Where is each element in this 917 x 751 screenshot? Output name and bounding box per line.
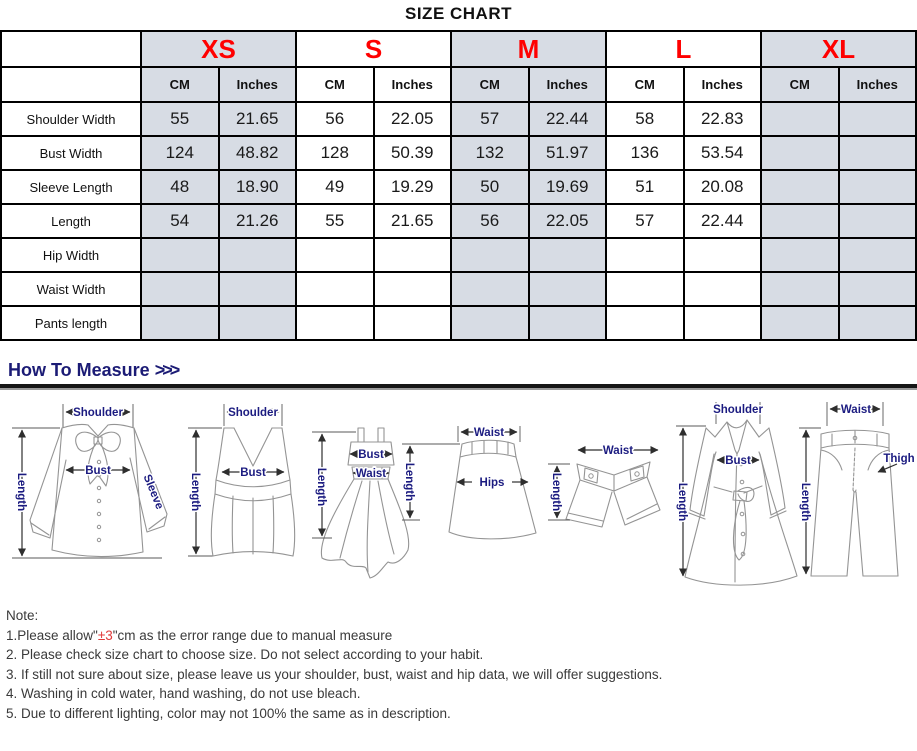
notes-section	[6, 606, 917, 723]
size-chart-table	[0, 30, 917, 341]
unit-header-inches: Inches	[839, 67, 917, 102]
row-label: Sleeve Length	[1, 170, 141, 204]
value-cell	[529, 272, 607, 306]
unit-header-cm: CM	[451, 67, 529, 102]
value-cell	[761, 102, 839, 136]
value-cell: 136	[606, 136, 684, 170]
length-label: Length	[550, 472, 562, 512]
unit-header-inches: Inches	[219, 67, 297, 102]
value-cell: 22.05	[374, 102, 452, 136]
table-row-shoulder-width	[1, 102, 916, 136]
value-cell: 21.26	[219, 204, 297, 238]
value-cell	[761, 238, 839, 272]
tank-top-diagram	[188, 404, 295, 556]
value-cell	[839, 204, 917, 238]
thigh-label: Thigh	[883, 453, 915, 465]
value-cell: 55	[296, 204, 374, 238]
table-row-pants-length	[1, 306, 916, 340]
note-line-5: 5. Due to different lighting, color may not 100% the same as in description.	[6, 705, 451, 721]
value-cell	[684, 272, 762, 306]
coat-diagram	[676, 402, 797, 585]
value-cell	[606, 272, 684, 306]
value-cell: 124	[141, 136, 219, 170]
table-row-length	[1, 204, 916, 238]
value-cell: 51.97	[529, 136, 607, 170]
dress-diagram	[312, 428, 409, 578]
chevrons-icon: >>>	[154, 360, 178, 380]
bust-label: Bust	[85, 465, 111, 477]
value-cell	[529, 238, 607, 272]
value-cell	[451, 272, 529, 306]
section-divider	[0, 384, 917, 388]
value-cell: 57	[451, 102, 529, 136]
table-row-sleeve-length	[1, 170, 916, 204]
note-line-2: 2. Please check size chart to choose size. Do not select according to your habit.	[6, 647, 484, 662]
notes-heading: Note:	[6, 608, 39, 623]
blouse-diagram	[12, 404, 167, 558]
value-cell	[219, 306, 297, 340]
value-cell: 49	[296, 170, 374, 204]
shorts-diagram	[548, 445, 660, 527]
note-line-3: 3. If still not sure about size, please leave us your shoulder, bust, waist and hip data, we will offer suggestions.	[6, 666, 663, 682]
value-cell: 22.44	[684, 204, 762, 238]
value-cell	[839, 272, 917, 306]
value-cell: 18.90	[219, 170, 297, 204]
value-cell	[219, 272, 297, 306]
value-cell	[606, 238, 684, 272]
value-cell: 54	[141, 204, 219, 238]
size-header-l: L	[606, 31, 761, 67]
page-title: SIZE CHART	[405, 4, 512, 23]
shoulder-label: Shoulder	[713, 404, 763, 416]
value-cell	[451, 306, 529, 340]
shoulder-label: Shoulder	[73, 407, 123, 419]
value-cell	[684, 306, 762, 340]
value-cell: 20.08	[684, 170, 762, 204]
unit-header-cm: CM	[141, 67, 219, 102]
size-header-xl: XL	[761, 31, 916, 67]
unit-header-cm: CM	[761, 67, 839, 102]
note-line-1: 1.Please allow"±3"cm as the error range due to manual measure	[6, 627, 393, 643]
unit-header-inches: Inches	[684, 67, 762, 102]
value-cell: 22.44	[529, 102, 607, 136]
row-label: Length	[1, 204, 141, 238]
bust-label: Bust	[358, 449, 384, 461]
unit-header-cm: CM	[296, 67, 374, 102]
row-label: Bust Width	[1, 136, 141, 170]
value-cell: 53.54	[684, 136, 762, 170]
pants-diagram	[799, 402, 915, 576]
value-cell	[219, 238, 297, 272]
value-cell	[296, 306, 374, 340]
error-range-value: ±3	[97, 627, 113, 643]
unit-header-inches: Inches	[374, 67, 452, 102]
value-cell: 58	[606, 102, 684, 136]
row-label: Hip Width	[1, 238, 141, 272]
size-header-m: M	[451, 31, 606, 67]
value-cell	[606, 306, 684, 340]
unit-header-cm: CM	[606, 67, 684, 102]
value-cell	[761, 204, 839, 238]
length-label: Length	[15, 472, 27, 512]
value-cell	[141, 238, 219, 272]
value-cell: 19.69	[529, 170, 607, 204]
row-label: Waist Width	[1, 272, 141, 306]
unit-header-row	[1, 67, 916, 102]
size-header-row	[1, 31, 916, 67]
value-cell	[684, 238, 762, 272]
value-cell: 56	[296, 102, 374, 136]
bust-label: Bust	[725, 455, 751, 467]
value-cell: 22.83	[684, 102, 762, 136]
value-cell	[296, 272, 374, 306]
note-line-4: 4. Washing in cold water, hand washing, do not use bleach.	[6, 686, 361, 701]
value-cell	[141, 272, 219, 306]
how-to-measure-heading	[8, 360, 917, 380]
value-cell: 48	[141, 170, 219, 204]
value-cell: 19.29	[374, 170, 452, 204]
value-cell: 50	[451, 170, 529, 204]
bust-label: Bust	[240, 467, 266, 479]
value-cell	[761, 306, 839, 340]
how-to-measure-text: How To Measure	[8, 360, 150, 380]
size-header-s: S	[296, 31, 451, 67]
value-cell	[296, 238, 374, 272]
waist-label: Waist	[840, 404, 872, 416]
hips-label: Hips	[479, 477, 505, 489]
table-row-hip-width	[1, 238, 916, 272]
value-cell: 55	[141, 102, 219, 136]
how-to-measure-diagram	[0, 392, 917, 597]
value-cell	[839, 102, 917, 136]
length-label: Length	[799, 482, 811, 522]
value-cell: 132	[451, 136, 529, 170]
length-label: Length	[403, 462, 415, 502]
waist-label: Waist	[602, 445, 634, 457]
value-cell	[761, 272, 839, 306]
value-cell	[451, 238, 529, 272]
skirt-diagram	[402, 426, 536, 539]
value-cell: 21.65	[374, 204, 452, 238]
value-cell	[839, 306, 917, 340]
length-label: Length	[676, 482, 688, 522]
value-cell: 48.82	[219, 136, 297, 170]
length-label: Length	[315, 467, 327, 507]
value-cell: 22.05	[529, 204, 607, 238]
value-cell: 56	[451, 204, 529, 238]
row-label: Pants length	[1, 306, 141, 340]
thigh-arrow	[878, 464, 897, 472]
value-cell: 50.39	[374, 136, 452, 170]
value-cell	[374, 238, 452, 272]
value-cell	[374, 272, 452, 306]
value-cell	[761, 136, 839, 170]
value-cell: 51	[606, 170, 684, 204]
waist-label: Waist	[355, 468, 387, 480]
value-cell	[529, 306, 607, 340]
value-cell	[374, 306, 452, 340]
length-label: Length	[189, 472, 201, 512]
row-label: Shoulder Width	[1, 102, 141, 136]
value-cell	[141, 306, 219, 340]
corner-cell	[1, 31, 141, 67]
value-cell: 21.65	[219, 102, 297, 136]
waist-label: Waist	[473, 427, 505, 439]
size-header-xs: XS	[141, 31, 296, 67]
value-cell	[839, 170, 917, 204]
shoulder-label: Shoulder	[228, 407, 278, 419]
value-cell	[839, 238, 917, 272]
value-cell	[839, 136, 917, 170]
table-row-waist-width	[1, 272, 916, 306]
value-cell	[761, 170, 839, 204]
value-cell: 128	[296, 136, 374, 170]
corner-cell	[1, 67, 141, 102]
value-cell: 57	[606, 204, 684, 238]
table-row-bust-width	[1, 136, 916, 170]
sleeve-label: Sleeve	[140, 472, 166, 512]
unit-header-inches: Inches	[529, 67, 607, 102]
